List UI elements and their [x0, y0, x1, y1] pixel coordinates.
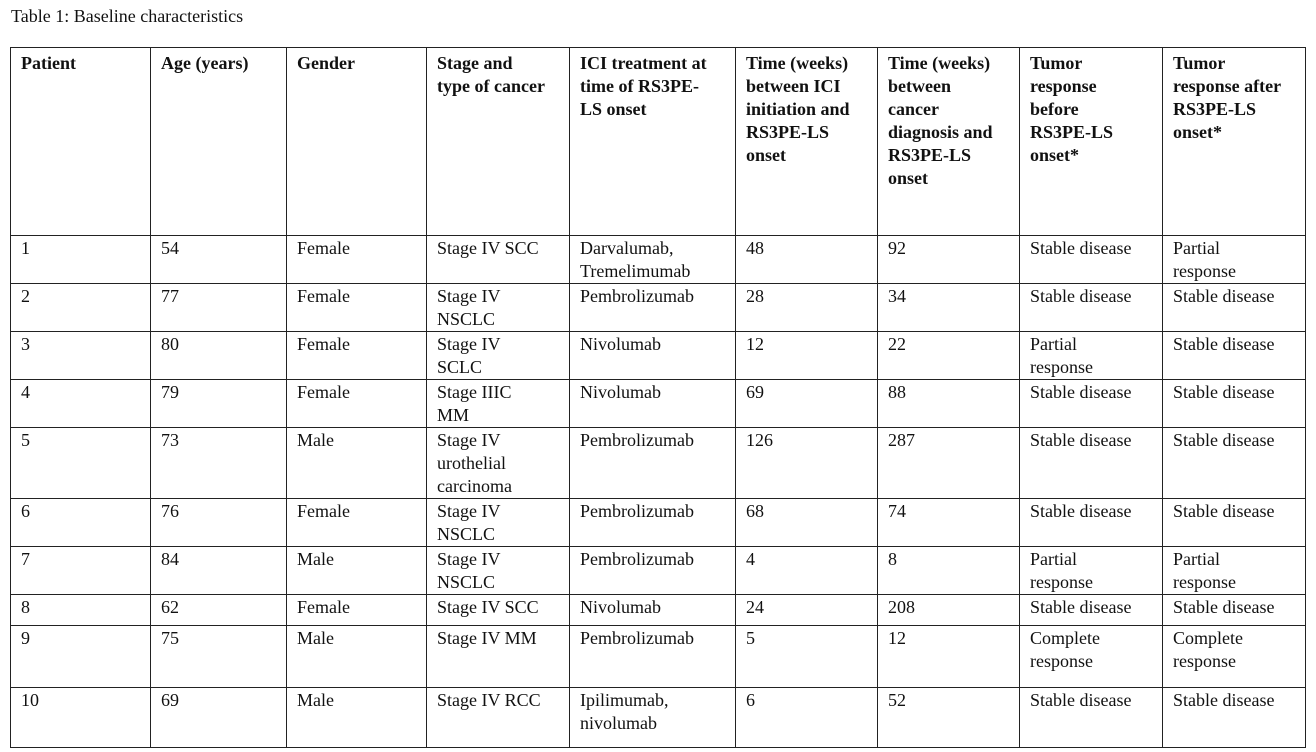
cell-value: 62	[161, 597, 179, 617]
cell-response-before	[1020, 499, 1163, 547]
cell-value: 5	[746, 628, 755, 648]
cell-value: Male	[297, 549, 334, 569]
cell-stage-type	[427, 595, 570, 626]
cell-value: Partial response	[1173, 238, 1236, 281]
cell-value: Stable disease	[1030, 597, 1132, 617]
column-header-label: Tumor response before RS3PE-LS onset*	[1030, 53, 1114, 165]
cell-value: 73	[161, 430, 179, 450]
cell-gender	[287, 688, 427, 748]
cell-value: 22	[888, 334, 906, 354]
cell-weeks-ici-to-onset	[736, 688, 878, 748]
cell-weeks-diagnosis-to-onset	[878, 428, 1020, 499]
cell-value: 8	[888, 549, 897, 569]
cell-value: Male	[297, 628, 334, 648]
cell-value: 77	[161, 286, 179, 306]
table-caption: Table 1: Baseline characteristics	[11, 6, 244, 26]
cell-value: Stable disease	[1173, 430, 1275, 450]
cell-value: Partial response	[1173, 549, 1236, 592]
cell-value: Nivolumab	[580, 382, 661, 402]
cell-value: Female	[297, 382, 350, 402]
cell-value: 28	[746, 286, 764, 306]
cell-weeks-diagnosis-to-onset	[878, 332, 1020, 380]
cell-value: 69	[161, 690, 179, 710]
cell-response-before	[1020, 626, 1163, 688]
cell-value: Partial response	[1030, 334, 1093, 377]
cell-value: 68	[746, 501, 764, 521]
cell-ici-treatment	[570, 626, 736, 688]
cell-value: 54	[161, 238, 179, 258]
cell-gender	[287, 547, 427, 595]
cell-gender	[287, 626, 427, 688]
cell-value: Stable disease	[1173, 286, 1275, 306]
column-header-weeks-ici-to-onset	[736, 48, 878, 236]
cell-patient	[11, 236, 151, 284]
column-header-label: Age (years)	[161, 53, 249, 73]
table-row	[11, 332, 1306, 380]
cell-value: Pembrolizumab	[580, 549, 694, 569]
cell-gender	[287, 595, 427, 626]
cell-value: 48	[746, 238, 764, 258]
cell-response-after	[1163, 428, 1306, 499]
cell-age	[151, 380, 287, 428]
cell-value: 80	[161, 334, 179, 354]
cell-weeks-diagnosis-to-onset	[878, 547, 1020, 595]
cell-ici-treatment	[570, 688, 736, 748]
cell-value: Pembrolizumab	[580, 286, 694, 306]
cell-stage-type	[427, 547, 570, 595]
cell-value: 1	[21, 238, 30, 258]
cell-stage-type	[427, 284, 570, 332]
cell-gender	[287, 499, 427, 547]
cell-age	[151, 499, 287, 547]
cell-value: Stable disease	[1030, 286, 1132, 306]
cell-value: Female	[297, 501, 350, 521]
cell-value: Ipilimumab, nivolumab	[580, 690, 669, 733]
cell-value: Female	[297, 238, 350, 258]
cell-value: 9	[21, 628, 30, 648]
cell-value: Stable disease	[1030, 430, 1132, 450]
cell-value: Stage IV NSCLC	[437, 549, 501, 592]
cell-stage-type	[427, 332, 570, 380]
column-header-response-after	[1163, 48, 1306, 236]
cell-response-after	[1163, 284, 1306, 332]
cell-value: 76	[161, 501, 179, 521]
baseline-characteristics-table	[10, 47, 1306, 748]
column-header-weeks-diagnosis-to-onset	[878, 48, 1020, 236]
cell-value: 5	[21, 430, 30, 450]
cell-stage-type	[427, 380, 570, 428]
cell-weeks-ici-to-onset	[736, 236, 878, 284]
cell-value: 2	[21, 286, 30, 306]
cell-value: Complete response	[1030, 628, 1100, 671]
cell-value: Stage IV SCC	[437, 238, 539, 258]
cell-age	[151, 688, 287, 748]
cell-weeks-ici-to-onset	[736, 626, 878, 688]
cell-response-after	[1163, 688, 1306, 748]
cell-response-after	[1163, 547, 1306, 595]
cell-value: Stage IV urothelial carcinoma	[437, 430, 512, 496]
cell-weeks-ici-to-onset	[736, 595, 878, 626]
cell-value: Stage IV SCLC	[437, 334, 501, 377]
cell-weeks-diagnosis-to-onset	[878, 284, 1020, 332]
cell-value: 74	[888, 501, 906, 521]
cell-ici-treatment	[570, 332, 736, 380]
cell-patient	[11, 595, 151, 626]
cell-age	[151, 428, 287, 499]
cell-value: 12	[746, 334, 764, 354]
cell-gender	[287, 332, 427, 380]
cell-age	[151, 284, 287, 332]
cell-patient	[11, 499, 151, 547]
cell-value: 52	[888, 690, 906, 710]
cell-value: Stable disease	[1173, 690, 1275, 710]
cell-response-after	[1163, 236, 1306, 284]
cell-value: Stage IV MM	[437, 628, 537, 648]
table-row	[11, 380, 1306, 428]
cell-value: 7	[21, 549, 30, 569]
cell-value: Stage IV SCC	[437, 597, 539, 617]
column-header-label: Gender	[297, 53, 355, 73]
cell-value: 126	[746, 430, 773, 450]
cell-value: 79	[161, 382, 179, 402]
cell-ici-treatment	[570, 595, 736, 626]
cell-patient	[11, 428, 151, 499]
cell-value: 4	[21, 382, 30, 402]
cell-value: 75	[161, 628, 179, 648]
column-header-response-before	[1020, 48, 1163, 236]
column-header-label: Patient	[21, 53, 76, 73]
cell-value: Stage IV RCC	[437, 690, 541, 710]
cell-gender	[287, 380, 427, 428]
cell-ici-treatment	[570, 236, 736, 284]
cell-value: Pembrolizumab	[580, 430, 694, 450]
cell-value: Nivolumab	[580, 597, 661, 617]
cell-value: 34	[888, 286, 906, 306]
cell-value: Pembrolizumab	[580, 501, 694, 521]
column-header-gender	[287, 48, 427, 236]
cell-value: Female	[297, 597, 350, 617]
cell-response-after	[1163, 499, 1306, 547]
cell-response-before	[1020, 332, 1163, 380]
cell-weeks-ici-to-onset	[736, 332, 878, 380]
cell-response-after	[1163, 626, 1306, 688]
cell-value: 84	[161, 549, 179, 569]
cell-value: Female	[297, 286, 350, 306]
cell-ici-treatment	[570, 284, 736, 332]
cell-stage-type	[427, 499, 570, 547]
cell-gender	[287, 236, 427, 284]
cell-weeks-diagnosis-to-onset	[878, 688, 1020, 748]
cell-value: 6	[746, 690, 755, 710]
cell-ici-treatment	[570, 428, 736, 499]
cell-age	[151, 626, 287, 688]
column-header-stage-type	[427, 48, 570, 236]
column-header-label: Time (weeks) between cancer diagnosis and RS3PE-LS onset	[888, 53, 993, 188]
cell-patient	[11, 688, 151, 748]
cell-weeks-diagnosis-to-onset	[878, 626, 1020, 688]
cell-value: Stable disease	[1030, 238, 1132, 258]
column-header-ici-treatment	[570, 48, 736, 236]
cell-patient	[11, 547, 151, 595]
cell-stage-type	[427, 236, 570, 284]
cell-response-after	[1163, 595, 1306, 626]
cell-value: 3	[21, 334, 30, 354]
table-row	[11, 499, 1306, 547]
cell-stage-type	[427, 428, 570, 499]
cell-patient	[11, 626, 151, 688]
cell-response-before	[1020, 688, 1163, 748]
table-row	[11, 688, 1306, 748]
cell-age	[151, 595, 287, 626]
cell-value: 287	[888, 430, 915, 450]
cell-weeks-ici-to-onset	[736, 499, 878, 547]
cell-value: Stable disease	[1030, 382, 1132, 402]
cell-value: Stable disease	[1173, 334, 1275, 354]
cell-gender	[287, 284, 427, 332]
cell-ici-treatment	[570, 380, 736, 428]
table-row	[11, 595, 1306, 626]
cell-age	[151, 332, 287, 380]
cell-weeks-ici-to-onset	[736, 428, 878, 499]
table-row	[11, 236, 1306, 284]
cell-value: Stage IIIC MM	[437, 382, 512, 425]
cell-value: Complete response	[1173, 628, 1243, 671]
cell-value: Partial response	[1030, 549, 1093, 592]
table-row	[11, 284, 1306, 332]
cell-weeks-diagnosis-to-onset	[878, 380, 1020, 428]
cell-value: Stable disease	[1173, 501, 1275, 521]
cell-response-before	[1020, 284, 1163, 332]
cell-response-after	[1163, 332, 1306, 380]
cell-response-before	[1020, 595, 1163, 626]
cell-response-before	[1020, 547, 1163, 595]
column-header-label: Time (weeks) between ICI initiation and RS3PE-LS onset	[746, 53, 850, 165]
cell-value: 12	[888, 628, 906, 648]
cell-weeks-ici-to-onset	[736, 380, 878, 428]
cell-response-before	[1020, 380, 1163, 428]
cell-value: 92	[888, 238, 906, 258]
cell-value: Female	[297, 334, 350, 354]
column-header-label: Tumor response after RS3PE-LS onset*	[1173, 53, 1282, 142]
table-row	[11, 428, 1306, 499]
table-row	[11, 547, 1306, 595]
cell-value: 6	[21, 501, 30, 521]
cell-value: 69	[746, 382, 764, 402]
cell-patient	[11, 380, 151, 428]
cell-value: Stage IV NSCLC	[437, 286, 501, 329]
cell-patient	[11, 284, 151, 332]
column-header-age	[151, 48, 287, 236]
cell-weeks-ici-to-onset	[736, 284, 878, 332]
column-header-label: Stage and type of cancer	[437, 53, 545, 96]
cell-value: Stable disease	[1030, 690, 1132, 710]
cell-weeks-ici-to-onset	[736, 547, 878, 595]
cell-stage-type	[427, 688, 570, 748]
cell-value: 88	[888, 382, 906, 402]
cell-weeks-diagnosis-to-onset	[878, 499, 1020, 547]
cell-value: Stable disease	[1030, 501, 1132, 521]
cell-stage-type	[427, 626, 570, 688]
cell-weeks-diagnosis-to-onset	[878, 595, 1020, 626]
cell-ici-treatment	[570, 499, 736, 547]
cell-value: Stage IV NSCLC	[437, 501, 501, 544]
cell-value: 24	[746, 597, 764, 617]
cell-value: 208	[888, 597, 915, 617]
cell-value: 4	[746, 549, 755, 569]
cell-value: Male	[297, 430, 334, 450]
cell-response-before	[1020, 428, 1163, 499]
cell-age	[151, 547, 287, 595]
table-body	[11, 236, 1306, 748]
cell-value: Darvalumab, Tremelimumab	[580, 238, 691, 281]
cell-response-after	[1163, 380, 1306, 428]
cell-value: Stable disease	[1173, 382, 1275, 402]
cell-ici-treatment	[570, 547, 736, 595]
column-header-label: ICI treatment at time of RS3PE- LS onset	[580, 53, 707, 119]
cell-patient	[11, 332, 151, 380]
cell-value: 8	[21, 597, 30, 617]
column-header-patient	[11, 48, 151, 236]
cell-value: Male	[297, 690, 334, 710]
cell-response-before	[1020, 236, 1163, 284]
cell-weeks-diagnosis-to-onset	[878, 236, 1020, 284]
cell-value: 10	[21, 690, 39, 710]
cell-gender	[287, 428, 427, 499]
cell-value: Stable disease	[1173, 597, 1275, 617]
cell-age	[151, 236, 287, 284]
cell-value: Pembrolizumab	[580, 628, 694, 648]
table-row	[11, 626, 1306, 688]
header-row	[11, 48, 1306, 236]
cell-value: Nivolumab	[580, 334, 661, 354]
